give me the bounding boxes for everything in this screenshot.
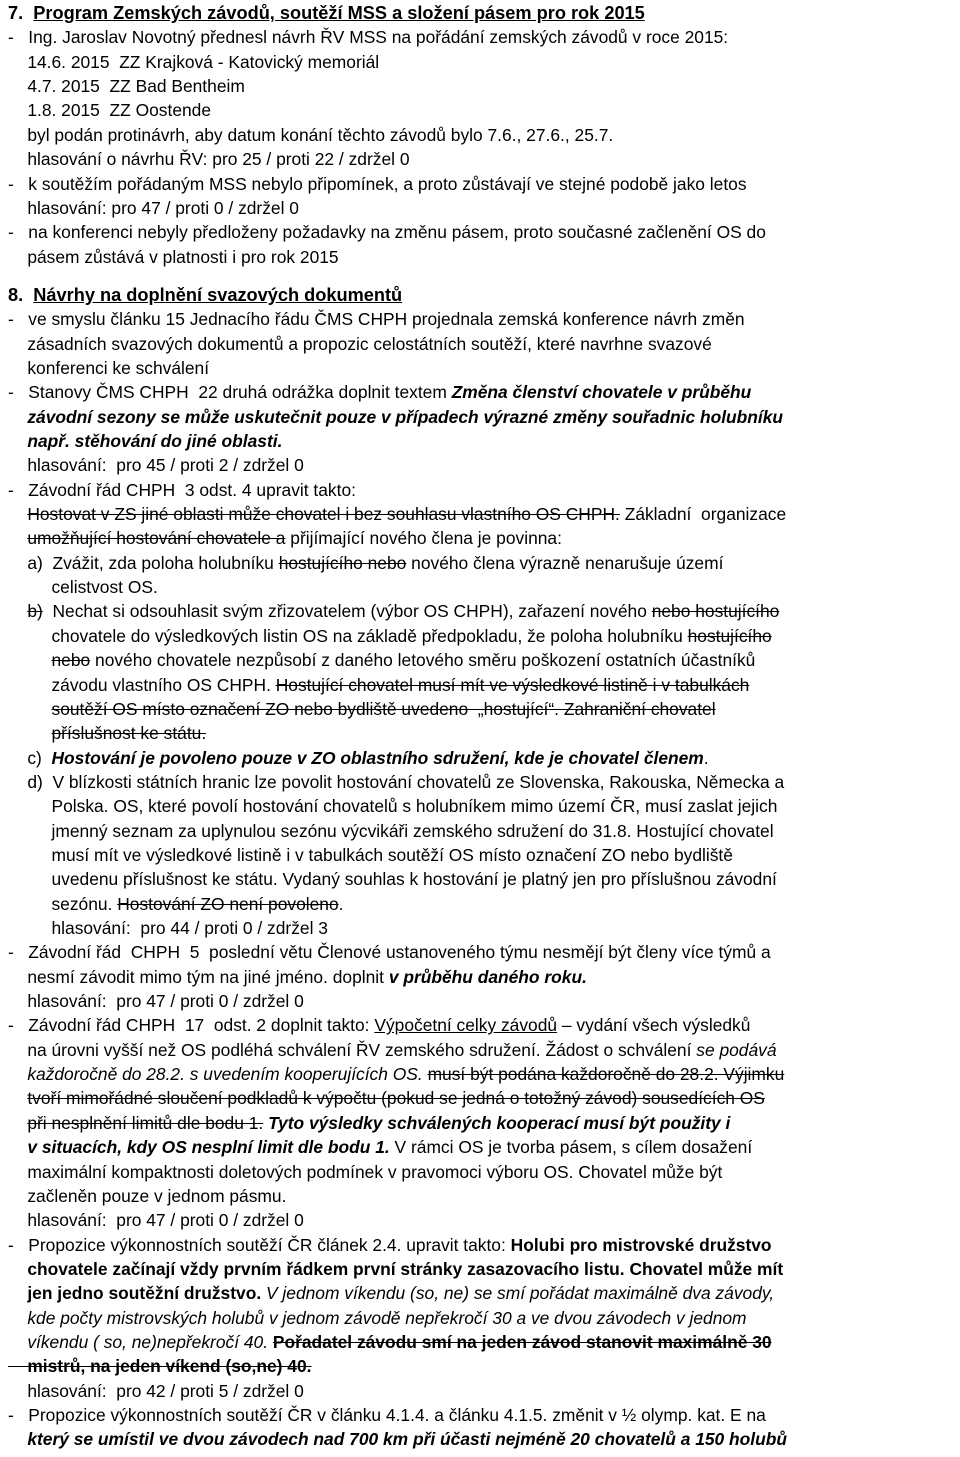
text-run: kde počty mistrovských holubů v jednom závodě nepřekročí 30 a ve dvou závodech v jednom: [8, 1307, 747, 1328]
text-run: hlasování: pro 42 / proti 5 / zdržel 0: [8, 1380, 304, 1401]
text-line: [8, 868, 777, 890]
text-line: [8, 1355, 311, 1377]
text-run: - Závodní řád CHPH 3 odst. 4 upravit takto:: [8, 479, 356, 500]
text-run: .: [338, 893, 344, 914]
text-run: - Stanovy ČMS CHPH 22 druhá odrážka doplnit textem: [8, 382, 452, 403]
text-run: Nechat si odsouhlasit svým zřizovatelem (výbor OS CHPH), zařazení nového: [42, 601, 652, 622]
text-run: - Propozice výkonnostních soutěží ČR v článku 4.1.4. a článku 4.1.5. změnit v ½ olymp. kat. E na: [8, 1405, 766, 1425]
text-line: [8, 698, 716, 720]
text-run: závodní sezony se může uskutečnit pouze v případech výrazné změny souřadnic holubníku: [8, 406, 784, 427]
text-line: [8, 576, 158, 598]
text-run: V jednom víkendu (so, ne) se smí pořádat maximálně dva závody,: [266, 1283, 775, 1304]
text-run: Program Zemských závodů, soutěží MSS a složení pásem pro rok 2015: [33, 3, 645, 23]
text-run: – vydání všech výsledků: [557, 1015, 751, 1036]
text-run: konferenci ke schválení: [8, 357, 210, 378]
text-run: mistrů, na jeden víkend (so,ne) 40.: [8, 1356, 312, 1377]
text-run: Polska. OS, které povolí hostování chovatelů s holubníkem mimo území ČR, musí zaslat jejich: [8, 796, 778, 817]
text-line: [8, 941, 771, 963]
text-run: závodu vlastního OS CHPH.: [8, 674, 276, 695]
text-run: uvedenu příslušnost ke státu. Vydaný souhlas k hostování je platný jen pro příslušnou závodní: [8, 869, 777, 890]
text-run: Hostování ZO není povoleno: [117, 893, 339, 914]
text-run: hlasování: pro 47 / proti 0 / zdržel 0: [8, 1210, 304, 1231]
text-line: [8, 454, 304, 476]
text-run: [8, 1088, 27, 1108]
text-run: b): [27, 601, 43, 622]
text-run: V rámci OS je tvorba pásem, s cílem dosažení: [389, 1137, 753, 1158]
text-run: umožňující hostování chovatele a: [27, 528, 286, 549]
text-run: hlasování o návrhu ŘV: pro 25 / proti 22 / zdržel 0: [8, 149, 410, 170]
text-line: [8, 674, 749, 696]
text-line: [8, 771, 784, 793]
text-line: [8, 357, 209, 379]
text-line: [8, 795, 777, 817]
text-line: [8, 1307, 747, 1329]
text-run: hlasování: pro 47 / proti 0 / zdržel 0: [8, 991, 304, 1011]
text-line: [8, 893, 343, 915]
text-run: tvoří mimořádné sloučení podkladů k výpočtu (pokud se jedná o totožný závod) sousedících OS: [27, 1088, 765, 1109]
text-line: [8, 1404, 766, 1426]
text-run: jen jedno soutěžní družstvo.: [8, 1283, 262, 1304]
text-run: celistvost OS.: [8, 577, 158, 598]
text-line: [8, 1234, 772, 1256]
text-line: [8, 1209, 304, 1231]
text-line: [8, 1136, 752, 1158]
text-line: [8, 2, 645, 24]
text-line: [8, 1258, 783, 1280]
text-line: [8, 173, 747, 195]
text-run: [8, 1113, 27, 1133]
text-run: Hostování je povoleno pouze v ZO oblastního sdružení, kde je chovatel členem: [51, 747, 704, 768]
text-run: začleněn pouze v jednom pásmu.: [8, 1185, 287, 1206]
text-line: [8, 284, 402, 306]
text-run: [8, 601, 27, 621]
text-run: .: [703, 747, 709, 768]
text-line: [8, 1428, 787, 1450]
text-run: 7.: [8, 3, 34, 23]
text-line: [8, 1282, 774, 1304]
text-run: - Ing. Jaroslav Novotný přednesl návrh ŘV MSS na pořádání zemských závodů v roce 2015:: [8, 27, 729, 48]
text-run: c): [8, 747, 52, 768]
text-run: Základní organizace: [619, 504, 787, 524]
text-run: maximální kompaktnosti doletových podmínek v pravomoci výboru OS. Chovatel může být: [8, 1161, 723, 1182]
text-run: - ve smyslu článku 15 Jednacího řádu ČMS CHPH projednala zemská konference návrh změn: [8, 309, 745, 330]
text-run: v průběhu daného roku.: [388, 966, 587, 987]
text-run: musí mít ve výsledkové listině i v tabulkách soutěží OS místo označení ZO nebo bydliště: [8, 844, 733, 865]
text-run: hostujícího: [687, 625, 772, 646]
text-line: [8, 1331, 772, 1353]
text-run: zásadních svazových dokumentů a propozic celostátních soutěží, které navrhne svazové: [8, 333, 712, 354]
text-line: [8, 527, 562, 549]
text-run: 4.7. 2015 ZZ Bad Bentheim: [8, 76, 245, 97]
text-line: [8, 722, 206, 744]
text-run: Pořadatel závodu smí na jeden závod stanovit maximálně 30: [272, 1331, 772, 1352]
text-run: [8, 504, 27, 524]
text-run: 1.8. 2015 ZZ Oostende: [8, 100, 212, 121]
text-run: [8, 650, 52, 670]
text-line: [8, 99, 211, 121]
text-run: d) V blízkosti státních hranic lze povolit hostování chovatelů ze Slovenska, Rakouska, Německa a: [8, 771, 785, 792]
text-line: [8, 26, 728, 48]
text-run: chovatele začínají vždy prvním řádkem první stránky zasazovacího listu. Chovatel může mít: [8, 1258, 784, 1279]
text-run: Výpočetní celky závodů: [374, 1015, 558, 1036]
text-run: na úrovni vyšší než OS podléhá schválení ŘV zemského sdružení. Žádost o schválení: [8, 1039, 697, 1060]
text-run: - k soutěžím pořádaným MSS nebylo připomínek, a proto zůstávají ve stejné podobě jako letos: [8, 173, 747, 194]
text-run: nového člena výrazně nenarušuje území: [406, 552, 724, 573]
text-line: [8, 221, 766, 243]
text-line: [8, 75, 245, 97]
text-run: 8.: [8, 284, 34, 305]
text-line: [8, 246, 339, 268]
text-run: a) Zvážit, zda poloha holubníku: [8, 552, 279, 573]
text-run: nového chovatele nezpůsobí z daného letového směru poškození ostatních účastníků: [90, 650, 756, 671]
text-line: [8, 308, 745, 330]
text-run: Tyto výsledky schválených kooperací musí být použity i: [268, 1112, 731, 1133]
text-line: [8, 820, 774, 842]
text-run: soutěží OS místo označení ZO nebo bydliště uvedeno „hostující“. Zahraniční chovatel: [51, 698, 716, 719]
text-line: [8, 1112, 730, 1134]
text-run: pásem zůstává v platnosti i pro rok 2015: [8, 246, 339, 267]
text-line: [8, 503, 786, 525]
text-line: [8, 1161, 722, 1183]
text-line: [8, 1087, 765, 1109]
text-line: [8, 1014, 750, 1036]
text-line: [8, 479, 356, 501]
text-line: [8, 197, 299, 219]
text-run: 14.6. 2015 ZZ Krajková - Katovický memoriál: [8, 51, 380, 72]
text-run: víkendu ( so, ne)nepřekročí 40.: [8, 1331, 269, 1352]
text-run: [8, 528, 27, 548]
text-run: - na konferenci nebyly předloženy požadavky na změnu pásem, proto současné začlenění OS do: [8, 222, 766, 243]
text-line: [8, 966, 587, 988]
text-line: [8, 600, 779, 622]
text-line: [8, 1063, 784, 1085]
text-run: Hostující chovatel musí mít ve výsledkové listině i v tabulkách: [275, 674, 750, 695]
text-run: byl podán protinávrh, aby datum konání těchto závodů bylo 7.6., 27.6., 25.7.: [8, 124, 614, 145]
text-line: [8, 747, 709, 769]
text-line: [8, 1380, 304, 1402]
text-run: Hostovat v ZS jiné oblasti může chovatel i bez souhlasu vlastního OS CHPH.: [27, 504, 620, 524]
text-line: [8, 844, 733, 866]
text-run: chovatele do výsledkových listin OS na základě předpokladu, že poloha holubníku: [8, 625, 688, 646]
text-line: [8, 333, 712, 355]
text-run: příslušnost ke státu.: [51, 723, 207, 744]
text-run: se podává: [696, 1039, 777, 1060]
text-run: hostujícího nebo: [278, 552, 407, 573]
text-run: hlasování: pro 44 / proti 0 / zdržel 3: [8, 918, 328, 938]
text-line: [8, 990, 304, 1012]
text-line: [8, 552, 723, 574]
text-line: [8, 51, 379, 73]
text-run: např. stěhování do jiné oblasti.: [8, 431, 283, 451]
text-line: [8, 148, 410, 170]
text-run: který se umístil ve dvou závodech nad 700 km při účasti nejméně 20 chovatelů a 150 holubů: [8, 1429, 787, 1450]
text-line: [8, 430, 282, 452]
text-run: [8, 723, 52, 743]
text-line: [8, 1185, 286, 1207]
text-run: nesmí závodit mimo tým na jiné jméno. doplnit: [8, 966, 389, 987]
text-run: [8, 699, 52, 719]
text-run: musí být podána každoročně do 28.2. Výjimku: [427, 1064, 785, 1084]
text-line: [8, 1039, 777, 1061]
text-run: - Závodní řád CHPH 5 poslední větu Členové ustanoveného týmu nesmějí být členy více týmů a: [8, 942, 771, 963]
text-run: Holubi pro mistrovské družstvo: [510, 1234, 772, 1255]
text-run: sezónu.: [8, 893, 118, 914]
text-run: přijímající nového člena je povinna:: [285, 528, 562, 549]
text-run: Změna členství chovatele v průběhu: [451, 382, 752, 403]
text-run: - Závodní řád CHPH 17 odst. 2 doplnit takto:: [8, 1015, 375, 1036]
text-run: nebo: [51, 650, 91, 671]
text-line: [8, 625, 772, 647]
text-run: hlasování: pro 47 / proti 0 / zdržel 0: [8, 197, 299, 218]
text-line: [8, 406, 783, 428]
text-run: nebo hostujícího: [651, 601, 780, 622]
text-line: [8, 124, 613, 146]
text-line: [8, 649, 755, 671]
text-line: [8, 917, 328, 939]
text-run: jmenný seznam za uplynulou sezónu výcvikáři zemského sdružení do 31.8. Hostující chovatel: [8, 820, 774, 841]
text-run: každoročně do 28.2. s uvedením kooperujících OS.: [8, 1064, 423, 1084]
text-line: [8, 381, 751, 403]
text-run: při nesplnění limitů dle bodu 1.: [27, 1112, 264, 1133]
text-run: - Propozice výkonnostních soutěží ČR článek 2.4. upravit takto:: [8, 1234, 511, 1255]
text-run: v situacích, kdy OS nesplní limit dle bodu 1.: [8, 1137, 390, 1158]
text-run: Návrhy na doplnění svazových dokumentů: [33, 284, 403, 305]
text-run: hlasování: pro 45 / proti 2 / zdržel 0: [8, 455, 304, 476]
